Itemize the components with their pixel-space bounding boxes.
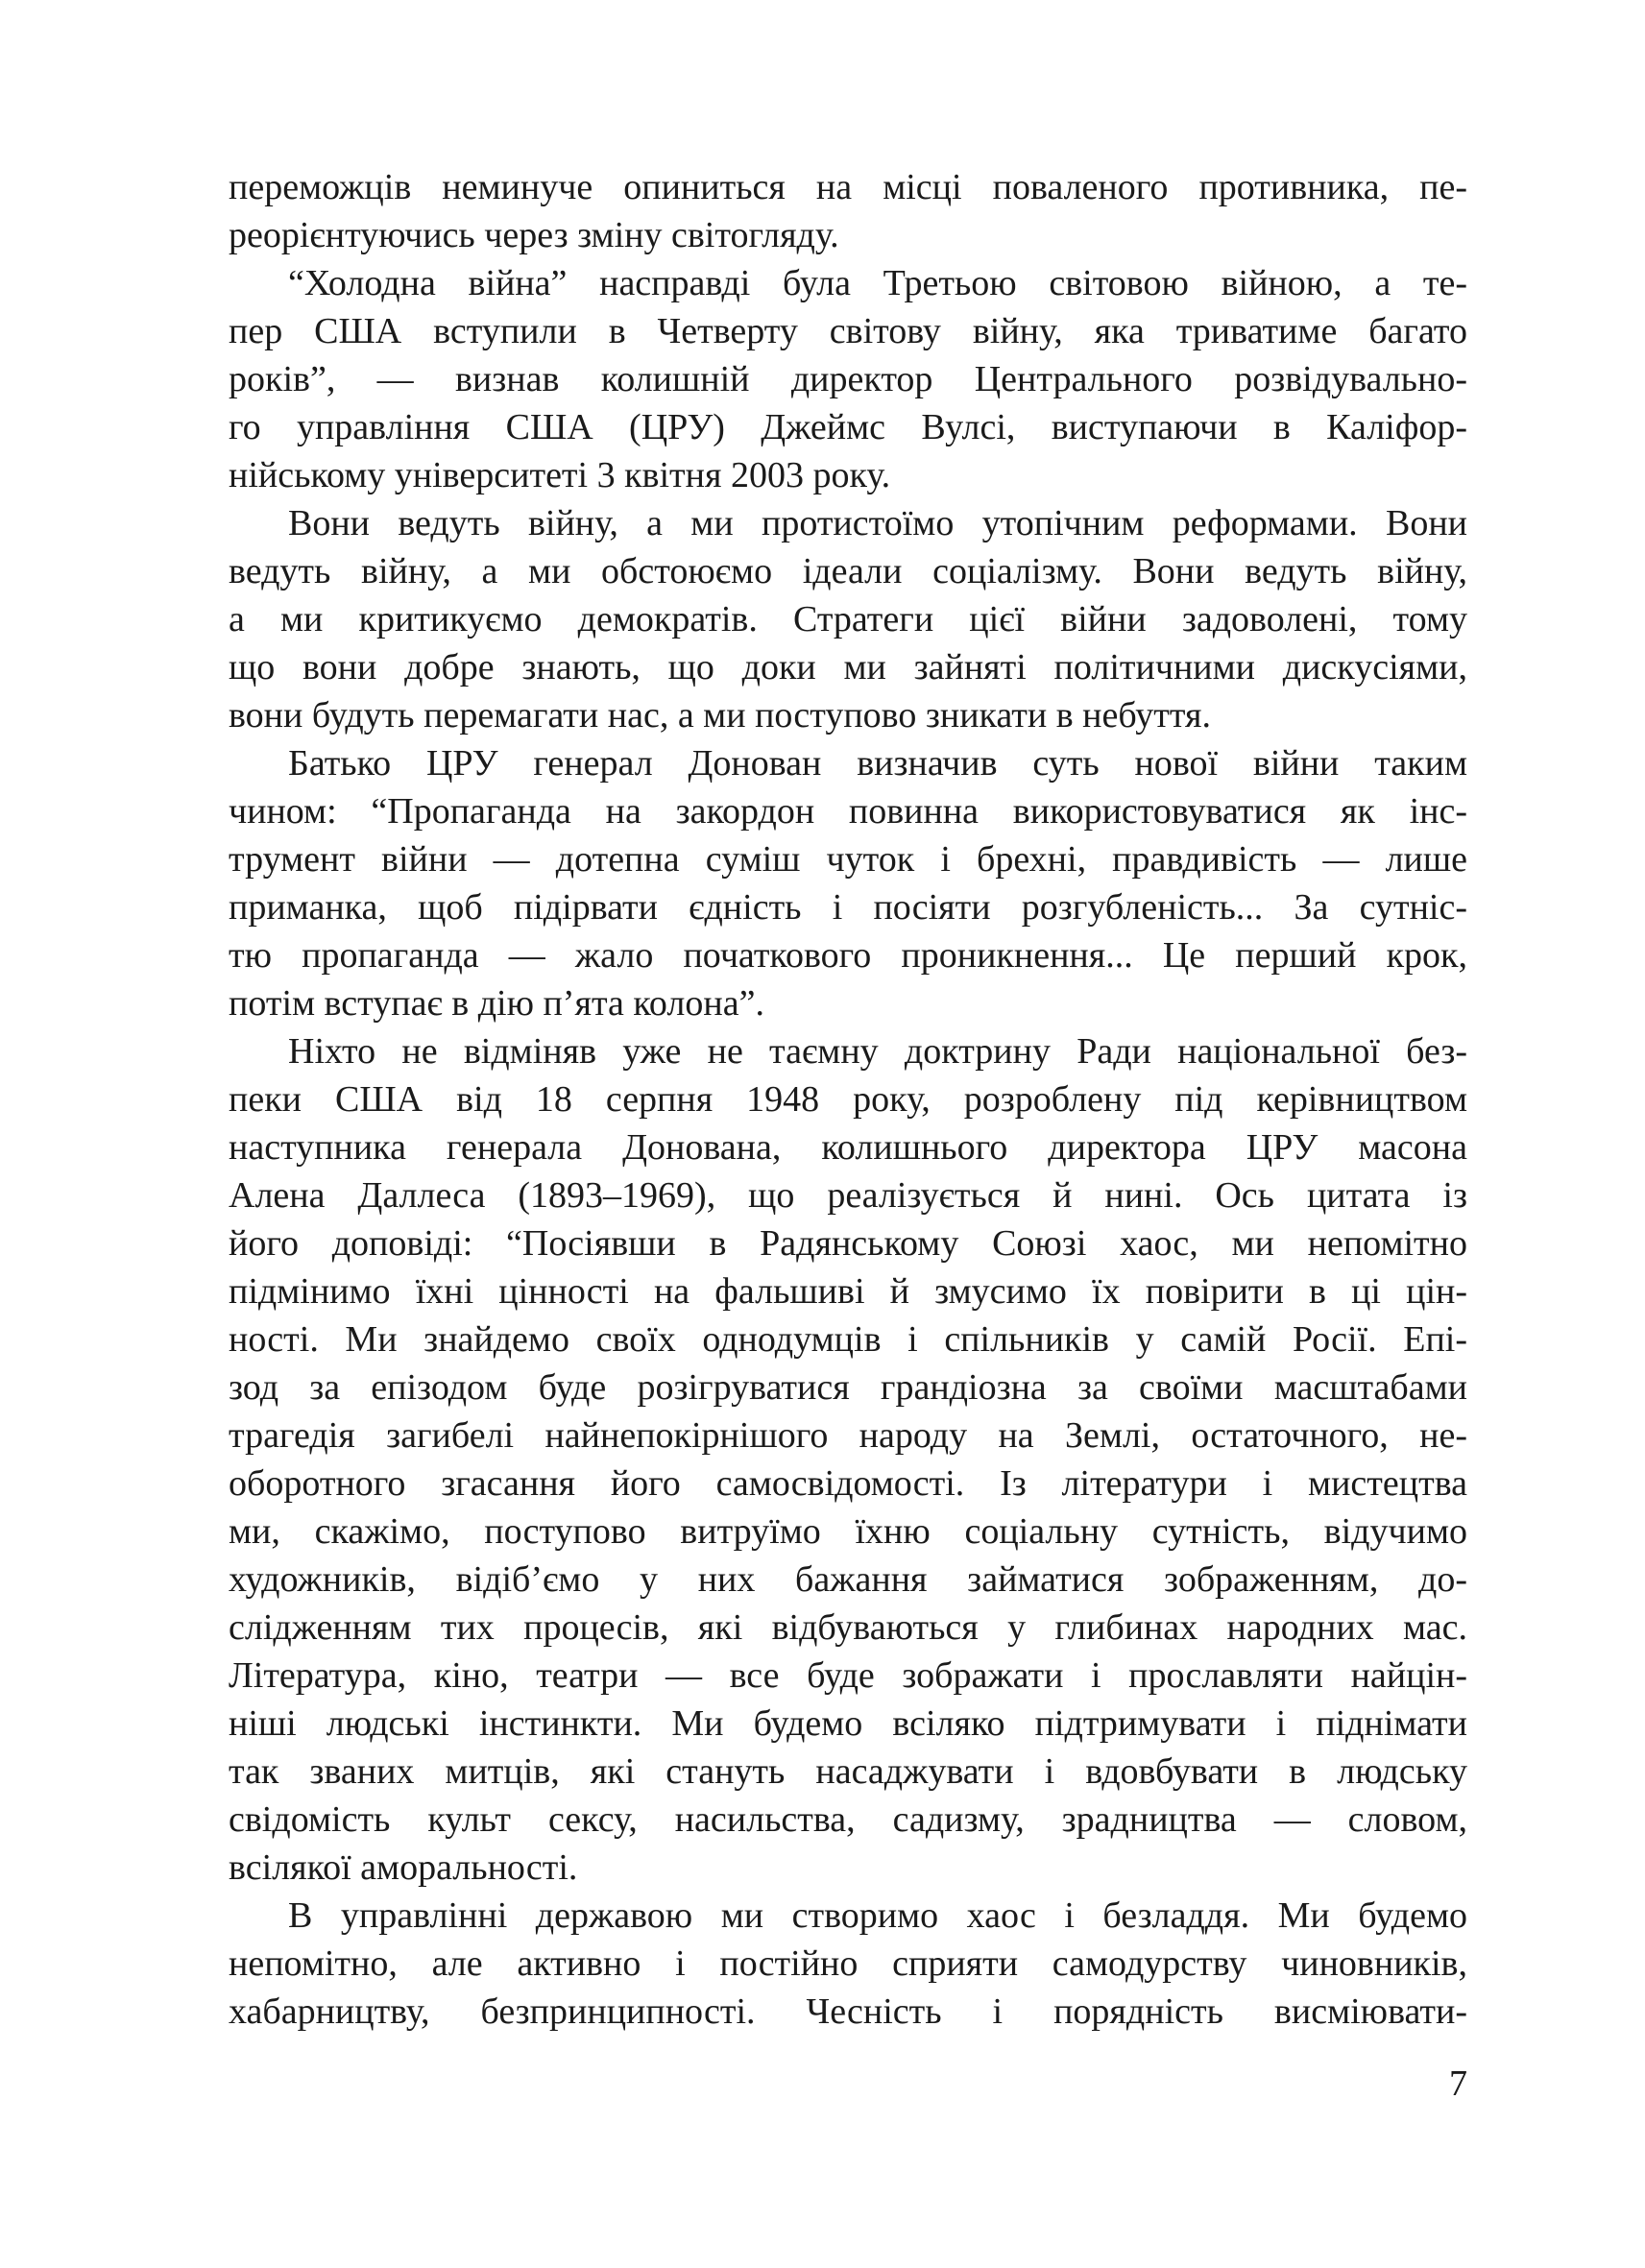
text-line: тю пропаганда — жало початкового проникнення... Це перший крок, (229, 935, 1467, 976)
text-line: слідженням тих процесів, які відбуваються у глибинах народних мас. (229, 1607, 1467, 1648)
text-line: потім вступає в дію п’ята колона”. (229, 983, 764, 1024)
text-line: непомітно, але активно і постійно сприяти самодурству чиновників, (229, 1943, 1467, 1984)
text-line: свідомість культ сексу, насильства, садизму, зрадництва — словом, (229, 1799, 1467, 1840)
text-line: Алена Даллеса (1893–1969), що реалізується й нині. Ось цитата із (229, 1175, 1467, 1216)
text-line: Література, кіно, театри — все буде зображати і прославляти найцін- (229, 1655, 1467, 1696)
text-line: оборотного згасання його самосвідомості. Із літератури і мистецтва (229, 1463, 1467, 1504)
body-text (229, 163, 1467, 2036)
text-line: хабарництву, безпринципності. Чесність і порядність висміювати- (229, 1991, 1467, 2032)
text-line: ніші людські інстинкти. Ми будемо всіляко підтримувати і піднімати (229, 1703, 1467, 1744)
paragraph-first-line: Батько ЦРУ генерал Донован визначив суть нової війни таким (288, 743, 1467, 784)
text-line: так званих митців, які стануть насаджувати і вдовбувати в людську (229, 1751, 1467, 1792)
text-line: вони будуть перемагати нас, а ми поступово зникати в небуття. (229, 695, 1211, 736)
paragraph-first-line: Вони ведуть війну, а ми протистоїмо утопічним реформами. Вони (288, 503, 1467, 543)
text-line: підмінимо їхні цінності на фальшиві й змусимо їх повірити в ці цін- (229, 1271, 1467, 1312)
text-line: приманка, щоб підірвати єдність і посіяти розгубленість... За сутніс- (229, 887, 1467, 928)
text-line: художників, відіб’ємо у них бажання займатися зображенням, до- (229, 1559, 1467, 1600)
text-line: а ми критикуємо демократів. Стратеги цієї війни задоволені, тому (229, 599, 1467, 639)
text-line: ведуть війну, а ми обстоюємо ідеали соціалізму. Вони ведуть війну, (229, 551, 1467, 591)
page-number: 7 (1449, 2063, 1467, 2104)
text-line: всілякої аморальності. (229, 1847, 578, 1888)
text-line: його доповіді: “Посіявши в Радянському Союзі хаос, ми непомітно (229, 1223, 1467, 1264)
text-line: ми, скажімо, поступово витруїмо їхню соціальну сутність, відучимо (229, 1511, 1467, 1552)
text-line: переможців неминуче опиниться на місці поваленого противника, пе- (229, 167, 1467, 207)
text-line: наступника генерала Донована, колишнього директора ЦРУ масона (229, 1127, 1467, 1168)
text-line: трагедія загибелі найнепокірнішого народу на Землі, остаточного, не- (229, 1415, 1467, 1456)
text-line: років”, — визнав колишній директор Центрального розвідувально- (229, 359, 1467, 399)
paragraph-first-line: Ніхто не відміняв уже не таємну доктрину Ради національної без- (288, 1031, 1467, 1072)
text-line: нійському університеті 3 квітня 2003 року. (229, 455, 891, 495)
text-line: го управління США (ЦРУ) Джеймс Вулсі, виступаючи в Каліфор- (229, 407, 1467, 447)
text-line: зод за епізодом буде розігруватися грандіозна за своїми масштабами (229, 1367, 1467, 1408)
text-line: реорієнтуючись через зміну світогляду. (229, 215, 839, 255)
paragraph-first-line: “Холодна війна” насправді була Третьою світовою війною, а те- (288, 263, 1467, 303)
text-line: що вони добре знають, що доки ми зайняті політичними дискусіями, (229, 647, 1467, 688)
text-line: пеки США від 18 серпня 1948 року, розроблену під керівництвом (229, 1079, 1467, 1120)
text-line: трумент війни — дотепна суміш чуток і брехні, правдивість — лише (229, 839, 1467, 880)
text-line: чином: “Пропаганда на закордон повинна використовуватися як інс- (229, 791, 1467, 832)
text-line: ності. Ми знайдемо своїх однодумців і спільників у самій Росії. Епі- (229, 1319, 1467, 1360)
text-line: пер США вступили в Четверту світову війну, яка триватиме багато (229, 311, 1467, 351)
paragraph-first-line: В управлінні державою ми створимо хаос і безладдя. Ми будемо (288, 1895, 1467, 1936)
